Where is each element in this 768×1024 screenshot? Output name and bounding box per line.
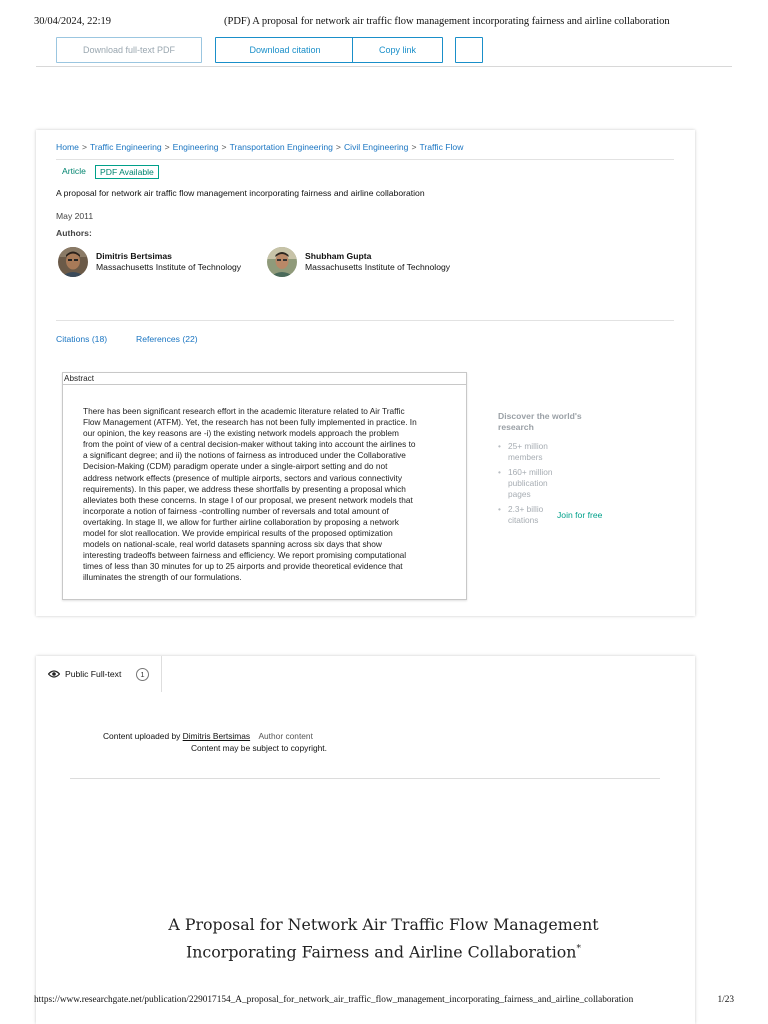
abstract-line: address network effects (presence of multiple airports, sectors and various connectivity <box>83 472 402 483</box>
authors-label: Authors: <box>56 228 92 238</box>
breadcrumb-engineering[interactable]: Engineering <box>172 142 219 152</box>
join-for-free-link[interactable]: Join for free <box>557 510 603 520</box>
pdf-available-badge: PDF Available <box>95 165 159 179</box>
document-title <box>36 912 695 964</box>
article-type-tag: Article <box>62 166 86 176</box>
abstract-line: There has been significant research effort in the academic literature related to Air Traffic <box>83 406 405 416</box>
author-affiliation: Massachusetts Institute of Technology <box>305 262 451 272</box>
abstract-text <box>83 406 449 584</box>
chevron-right-icon: > <box>164 142 170 152</box>
abstract-line: Decision-Making (CDM) paradigm operate under a single-airport setting and do not <box>83 461 388 472</box>
eye-icon <box>48 669 60 679</box>
chevron-right-icon: > <box>81 142 87 152</box>
fulltext-card <box>36 656 695 1024</box>
divider <box>70 778 660 779</box>
tab-citations[interactable]: Citations (18) <box>56 334 108 344</box>
abstract-line: models on national-scale, real world datasets spanning across six days that show <box>83 539 382 550</box>
upload-info <box>103 731 313 741</box>
breadcrumb <box>56 142 463 152</box>
avatar[interactable] <box>58 247 88 277</box>
uploader-link[interactable]: Dimitris Bertsimas <box>182 731 251 741</box>
print-datetime: 30/04/2024, 22:19 <box>34 16 112 27</box>
discover-title: Discover the world's research <box>498 411 582 432</box>
breadcrumb-home[interactable]: Home <box>56 142 79 152</box>
copyright-notice: Content may be subject to copyright. <box>191 743 327 753</box>
stat-value: • 25+ million <box>508 441 548 451</box>
page-url: https://www.researchgate.net/publication/229017154_A_proposal_for_network_air_traffic_flow_management_incorporating_fairness_and_airline_collaboration <box>34 995 634 1005</box>
abstract-line: overtaking. In stage II, we allow for further airline collaboration by proposing a network <box>83 516 399 527</box>
abstract-line: alleviates both these concerns. In stage I of our proposal, we present network models that <box>83 494 413 505</box>
chevron-right-icon: > <box>335 142 341 152</box>
footnote-mark: * <box>576 944 581 954</box>
chevron-right-icon: > <box>411 142 417 152</box>
chevron-right-icon: > <box>221 142 227 152</box>
stat-value: • 160+ million <box>508 467 553 477</box>
publication-card <box>36 130 695 616</box>
author-name[interactable]: Dimitris Bertsimas <box>96 251 172 261</box>
stat-members <box>498 441 578 463</box>
abstract-line: interesting tradeoffs between fairness and efficiency. We report promising computational <box>83 550 407 561</box>
author-affiliation: Massachusetts Institute of Technology <box>96 262 242 272</box>
abstract-line: model for slot reallocation. We provide empirical results of the proposed optimization <box>83 528 393 539</box>
download-citation-button[interactable]: Download citation <box>215 37 355 63</box>
stat-label: citations <box>508 515 539 525</box>
stat-label: pages <box>508 489 531 499</box>
tab-references[interactable]: References (22) <box>136 334 198 344</box>
divider <box>36 66 732 67</box>
breadcrumb-civil-engineering[interactable]: Civil Engineering <box>343 142 409 152</box>
page-number: 1/23 <box>717 995 734 1005</box>
breadcrumb-traffic-engineering[interactable]: Traffic Engineering <box>89 142 162 152</box>
abstract-line: incorporate a notion of fairness -controlling number of reversals and total amount of <box>83 505 389 516</box>
stat-pages <box>498 467 578 500</box>
discover-promo <box>498 411 603 525</box>
abstract-line: illuminates the strength of our formulations. <box>83 572 242 583</box>
tab-label: Public Full-text <box>65 669 122 679</box>
abstract-line: Flow Management (ATFM). Yet, the research has not been fully implemented in practice. In <box>83 417 417 428</box>
copy-link-button[interactable]: Copy link <box>352 37 443 63</box>
breadcrumb-traffic-flow[interactable]: Traffic Flow <box>419 142 464 152</box>
breadcrumb-transportation-engineering[interactable]: Transportation Engineering <box>229 142 333 152</box>
abstract-line: our opinion, the key reasons are -i) the existing network models approach the problem <box>83 428 399 439</box>
download-full-text-button[interactable]: Download full-text PDF <box>56 37 202 63</box>
document-title-line: A Proposal for Network Air Traffic Flow Management <box>168 915 599 934</box>
author-name[interactable]: Shubham Gupta <box>305 251 372 261</box>
paper-title: A proposal for network air traffic flow management incorporating fairness and airline collaboration <box>56 188 425 198</box>
document-title-text: Incorporating Fairness and Airline Collaboration <box>186 942 577 962</box>
stat-label: members <box>508 452 543 462</box>
abstract-line: requirements). In this paper, we address these shortfalls by presenting a proposal which <box>83 483 406 494</box>
document-title-line <box>72 937 695 964</box>
abstract-line: a significant degree; and ii) the notions of fairness as introduced under the Collaborative <box>83 450 406 461</box>
divider <box>56 320 674 321</box>
avatar[interactable] <box>267 247 297 277</box>
abstract-heading: Abstract <box>63 373 466 385</box>
abstract-line: from the point of view of a central decision-maker without taking into account the airlines to <box>83 439 416 450</box>
tab-public-full-text[interactable] <box>36 656 162 692</box>
publication-date: May 2011 <box>56 211 94 221</box>
stat-value: • 2.3+ billio <box>508 504 544 514</box>
stat-label: publication <box>508 478 548 488</box>
uploaded-by-label: Content uploaded by <box>103 731 181 741</box>
count-badge: 1 <box>136 668 149 681</box>
author-content-label: Author content <box>258 731 313 741</box>
abstract-line: times of less than 30 minutes for up to 25 airports and provide theoretical evidence that <box>83 561 403 572</box>
print-page-title: (PDF) A proposal for network air traffic flow management incorporating fairness and airline collaboration <box>224 16 670 27</box>
more-options-button[interactable] <box>455 37 483 63</box>
abstract-panel <box>62 372 467 600</box>
divider <box>56 159 674 160</box>
